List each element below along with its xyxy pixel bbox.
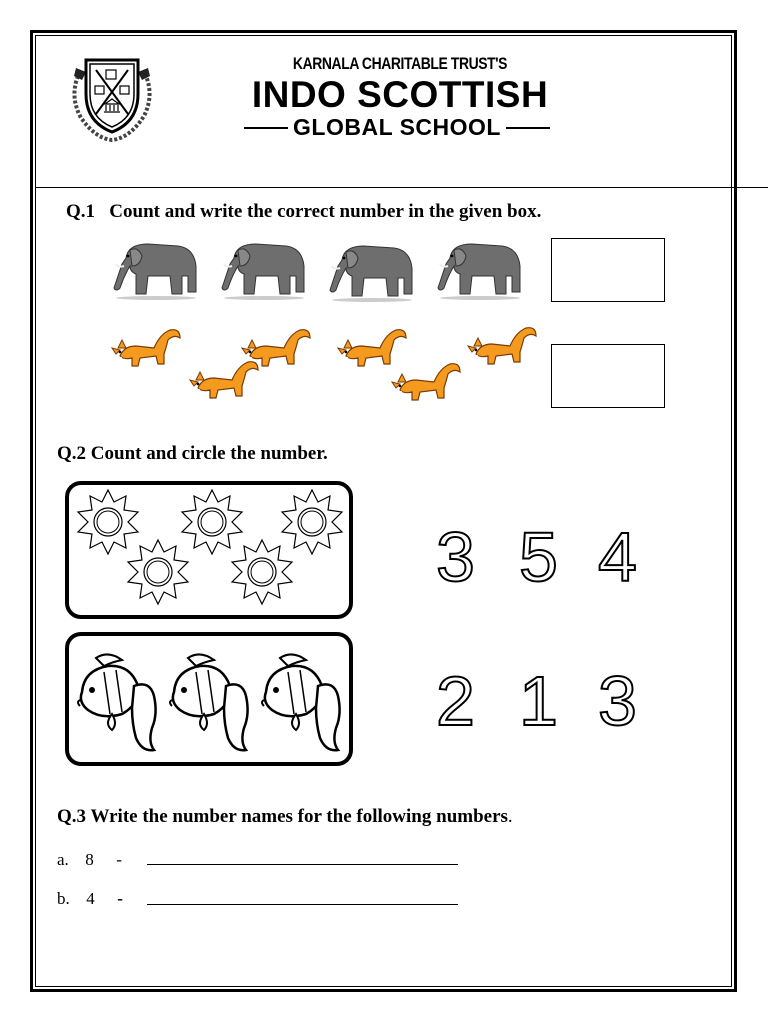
question-2-text: Count and circle the number. xyxy=(90,443,328,464)
question-3-text: Write the number names for the following numbers xyxy=(90,806,508,827)
item-number: 8 xyxy=(85,850,94,869)
decorative-rule xyxy=(244,127,288,129)
elephant-picture xyxy=(438,244,520,300)
item-number: 4 xyxy=(86,889,95,908)
q1-answer-box-foxes[interactable] xyxy=(551,344,665,408)
q3-answer-line-a[interactable] xyxy=(147,863,458,865)
q3-item-a xyxy=(57,850,122,870)
q2-option-number[interactable]: 5 xyxy=(519,518,558,596)
fox-picture xyxy=(338,330,406,366)
school-subtitle: GLOBAL SCHOOL xyxy=(293,114,501,140)
elephant-picture xyxy=(222,244,304,300)
q2-option-number[interactable]: 4 xyxy=(598,518,637,596)
fox-picture xyxy=(190,362,258,398)
q1-answer-box-elephants[interactable] xyxy=(551,238,665,302)
trust-name: KARNALA CHARITABLE TRUST'S xyxy=(292,54,508,73)
q2-option-number[interactable]: 1 xyxy=(519,662,558,740)
question-2-number: Q.2 xyxy=(57,443,87,464)
q1-pictures xyxy=(108,234,538,414)
header-divider xyxy=(36,187,768,188)
elephant-picture xyxy=(114,244,196,300)
question-3-number: Q.3 xyxy=(57,806,87,827)
question-3-period: . xyxy=(507,806,513,827)
school-crest-logo xyxy=(66,46,158,142)
item-dash: - xyxy=(117,889,123,908)
school-name: INDO SCOTTISH xyxy=(251,74,549,115)
q2-pictures xyxy=(62,478,358,768)
q3-answer-line-b[interactable] xyxy=(147,903,458,905)
school-subtitle-block xyxy=(244,114,550,142)
question-2-heading xyxy=(57,443,328,465)
question-3-heading xyxy=(57,806,513,828)
question-1-heading xyxy=(66,201,541,223)
fox-picture xyxy=(468,328,536,364)
item-letter: b. xyxy=(57,889,70,908)
decorative-rule xyxy=(506,127,550,129)
q2-option-number[interactable]: 2 xyxy=(436,662,475,740)
q3-item-b xyxy=(57,889,123,909)
item-letter: a. xyxy=(57,850,69,869)
q2-option-number[interactable]: 3 xyxy=(598,662,637,740)
question-1-text: Count and write the correct number in the given box. xyxy=(109,201,542,222)
elephant-picture xyxy=(330,246,412,302)
q2-option-number[interactable]: 3 xyxy=(436,518,475,596)
fox-picture xyxy=(242,330,310,366)
item-dash: - xyxy=(116,850,122,869)
fox-picture xyxy=(392,364,460,400)
fox-picture xyxy=(112,330,180,366)
question-1-number: Q.1 xyxy=(66,201,96,222)
